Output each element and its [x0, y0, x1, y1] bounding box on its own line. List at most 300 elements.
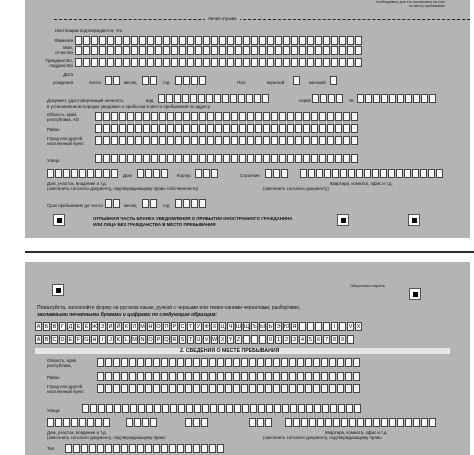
cell-box[interactable] — [327, 136, 334, 145]
cell-box[interactable] — [201, 372, 208, 381]
cell-box[interactable] — [142, 418, 149, 427]
cell-box[interactable] — [331, 36, 338, 45]
cell-box[interactable] — [356, 169, 363, 178]
cell-box[interactable] — [103, 418, 110, 427]
cell-box[interactable] — [353, 372, 360, 381]
cell-box[interactable] — [155, 58, 162, 67]
cell-box[interactable] — [215, 112, 222, 121]
cell-box[interactable] — [235, 36, 242, 45]
surname-cells[interactable] — [75, 36, 362, 45]
cell-box[interactable] — [121, 384, 128, 393]
cell-box[interactable] — [198, 94, 205, 103]
cell-box[interactable] — [273, 384, 280, 393]
cell-box[interactable] — [231, 124, 238, 133]
cell-box[interactable] — [223, 124, 230, 133]
cell-box[interactable] — [351, 112, 358, 121]
cell-box[interactable] — [251, 58, 258, 67]
cell-box[interactable] — [105, 358, 112, 367]
phone-cells[interactable] — [65, 444, 224, 453]
cell-box[interactable] — [201, 358, 208, 367]
cell-box[interactable] — [161, 384, 168, 393]
cell-box[interactable] — [429, 94, 436, 103]
cell-box[interactable] — [341, 418, 348, 427]
cell-box[interactable] — [348, 169, 355, 178]
cell-box[interactable] — [139, 36, 146, 45]
cell-box[interactable] — [365, 94, 372, 103]
korpus-cells[interactable] — [195, 169, 218, 178]
cell-box[interactable] — [305, 372, 312, 381]
cell-box[interactable] — [47, 169, 54, 178]
cell-box[interactable] — [218, 404, 225, 413]
cell-box[interactable] — [355, 36, 362, 45]
cell-box[interactable] — [191, 154, 198, 163]
cell-box[interactable] — [311, 154, 318, 163]
district-cells[interactable] — [97, 372, 360, 381]
cell-box[interactable] — [340, 169, 347, 178]
cell-box[interactable] — [329, 358, 336, 367]
cell-box[interactable] — [143, 154, 150, 163]
cell-box[interactable] — [150, 76, 157, 85]
cell-box[interactable] — [63, 418, 70, 427]
cell-box[interactable] — [202, 404, 209, 413]
cell-box[interactable] — [227, 58, 234, 67]
cell-box[interactable] — [87, 418, 94, 427]
cell-box[interactable] — [159, 136, 166, 145]
cell-box[interactable] — [115, 46, 122, 55]
cell-box[interactable] — [209, 444, 216, 453]
cell-box[interactable] — [166, 94, 173, 103]
cell-box[interactable] — [161, 169, 168, 178]
cell-box[interactable] — [90, 404, 97, 413]
cell-box[interactable] — [159, 154, 166, 163]
cell-box[interactable] — [103, 124, 110, 133]
cell-box[interactable] — [107, 36, 114, 45]
cell-box[interactable] — [99, 58, 106, 67]
cell-box[interactable] — [263, 154, 270, 163]
cell-box[interactable] — [79, 169, 86, 178]
cell-box[interactable] — [287, 124, 294, 133]
district-cells[interactable] — [95, 124, 358, 133]
cell-box[interactable] — [203, 169, 210, 178]
house-number-cells[interactable] — [137, 169, 168, 178]
cell-box[interactable] — [153, 169, 160, 178]
cell-box[interactable] — [127, 112, 134, 121]
cell-box[interactable] — [183, 76, 190, 85]
cell-box[interactable] — [169, 358, 176, 367]
cell-box[interactable] — [99, 36, 106, 45]
cell-box[interactable] — [131, 46, 138, 55]
cell-box[interactable] — [113, 358, 120, 367]
cell-box[interactable] — [138, 404, 145, 413]
cell-box[interactable] — [319, 112, 326, 121]
cell-box[interactable] — [259, 46, 266, 55]
cell-box[interactable] — [129, 372, 136, 381]
cell-box[interactable] — [95, 418, 102, 427]
dob-day-cells[interactable] — [105, 76, 120, 85]
cell-box[interactable] — [147, 58, 154, 67]
cell-box[interactable] — [183, 199, 190, 208]
cell-box[interactable] — [146, 404, 153, 413]
cell-box[interactable] — [161, 444, 168, 453]
cell-box[interactable] — [243, 46, 250, 55]
stroenie-cells[interactable] — [249, 418, 272, 427]
cell-box[interactable] — [320, 94, 327, 103]
cell-box[interactable] — [404, 169, 411, 178]
cell-box[interactable] — [303, 136, 310, 145]
cell-box[interactable] — [330, 76, 337, 85]
id-series-cells[interactable] — [312, 94, 343, 103]
cell-box[interactable] — [139, 46, 146, 55]
cell-box[interactable] — [174, 94, 181, 103]
cell-box[interactable] — [313, 384, 320, 393]
cell-box[interactable] — [267, 58, 274, 67]
cell-box[interactable] — [421, 418, 428, 427]
street-cells[interactable] — [82, 404, 361, 413]
cell-box[interactable] — [332, 169, 339, 178]
cell-box[interactable] — [145, 384, 152, 393]
cell-box[interactable] — [130, 404, 137, 413]
stay-day-cells[interactable] — [105, 199, 120, 208]
cell-box[interactable] — [134, 418, 141, 427]
cell-box[interactable] — [273, 372, 280, 381]
cell-box[interactable] — [389, 94, 396, 103]
cell-box[interactable] — [295, 112, 302, 121]
cell-box[interactable] — [247, 112, 254, 121]
cell-box[interactable] — [191, 76, 198, 85]
cell-box[interactable] — [143, 136, 150, 145]
cell-box[interactable] — [242, 404, 249, 413]
cell-box[interactable] — [313, 358, 320, 367]
cell-box[interactable] — [364, 169, 371, 178]
cell-box[interactable] — [258, 404, 265, 413]
cell-box[interactable] — [271, 136, 278, 145]
cell-box[interactable] — [355, 46, 362, 55]
cell-box[interactable] — [307, 36, 314, 45]
cell-box[interactable] — [129, 444, 136, 453]
cell-box[interactable] — [308, 169, 315, 178]
cell-box[interactable] — [298, 404, 305, 413]
cell-box[interactable] — [254, 94, 261, 103]
cell-box[interactable] — [355, 58, 362, 67]
cell-box[interactable] — [322, 404, 329, 413]
cell-box[interactable] — [429, 418, 436, 427]
cell-box[interactable] — [199, 136, 206, 145]
cell-box[interactable] — [321, 358, 328, 367]
cell-box[interactable] — [103, 112, 110, 121]
cell-box[interactable] — [289, 384, 296, 393]
cell-box[interactable] — [177, 444, 184, 453]
cell-box[interactable] — [147, 36, 154, 45]
cell-box[interactable] — [177, 384, 184, 393]
cell-box[interactable] — [223, 112, 230, 121]
cell-box[interactable] — [265, 372, 272, 381]
cell-box[interactable] — [273, 169, 280, 178]
cell-box[interactable] — [373, 94, 380, 103]
cell-box[interactable] — [183, 154, 190, 163]
cell-box[interactable] — [281, 372, 288, 381]
cell-box[interactable] — [291, 36, 298, 45]
cell-box[interactable] — [321, 384, 328, 393]
cell-box[interactable] — [179, 36, 186, 45]
cell-box[interactable] — [283, 46, 290, 55]
cell-box[interactable] — [262, 94, 269, 103]
cell-box[interactable] — [71, 418, 78, 427]
cell-box[interactable] — [119, 136, 126, 145]
cell-box[interactable] — [151, 136, 158, 145]
cell-box[interactable] — [195, 58, 202, 67]
cell-box[interactable] — [282, 404, 289, 413]
cell-box[interactable] — [238, 94, 245, 103]
cell-box[interactable] — [311, 112, 318, 121]
cell-box[interactable] — [129, 384, 136, 393]
cell-box[interactable] — [239, 136, 246, 145]
cell-box[interactable] — [143, 124, 150, 133]
stay-year-cells[interactable] — [175, 199, 206, 208]
cell-box[interactable] — [305, 358, 312, 367]
cell-box[interactable] — [281, 358, 288, 367]
cell-box[interactable] — [131, 58, 138, 67]
cell-box[interactable] — [182, 94, 189, 103]
cell-box[interactable] — [199, 124, 206, 133]
cell-box[interactable] — [231, 136, 238, 145]
cell-box[interactable] — [147, 46, 154, 55]
cell-box[interactable] — [259, 36, 266, 45]
cell-box[interactable] — [150, 199, 157, 208]
citizenship-cells[interactable] — [75, 58, 362, 67]
cell-box[interactable] — [119, 112, 126, 121]
cell-box[interactable] — [275, 36, 282, 45]
cell-box[interactable] — [314, 404, 321, 413]
cell-box[interactable] — [299, 46, 306, 55]
name-cells[interactable] — [75, 46, 362, 55]
cell-box[interactable] — [291, 46, 298, 55]
cell-box[interactable] — [239, 154, 246, 163]
cell-box[interactable] — [190, 94, 197, 103]
cell-box[interactable] — [75, 36, 82, 45]
cell-box[interactable] — [153, 372, 160, 381]
cell-box[interactable] — [113, 384, 120, 393]
cell-box[interactable] — [330, 404, 337, 413]
cell-box[interactable] — [353, 384, 360, 393]
cell-box[interactable] — [169, 372, 176, 381]
cell-box[interactable] — [99, 46, 106, 55]
cell-box[interactable] — [151, 154, 158, 163]
cell-box[interactable] — [121, 444, 128, 453]
cell-box[interactable] — [83, 58, 90, 67]
cell-box[interactable] — [222, 94, 229, 103]
cell-box[interactable] — [233, 372, 240, 381]
cell-box[interactable] — [215, 154, 222, 163]
cell-box[interactable] — [98, 404, 105, 413]
cell-box[interactable] — [336, 94, 343, 103]
cell-box[interactable] — [55, 418, 62, 427]
cell-box[interactable] — [123, 58, 130, 67]
cell-box[interactable] — [87, 169, 94, 178]
cell-box[interactable] — [123, 46, 130, 55]
cell-box[interactable] — [219, 46, 226, 55]
cell-box[interactable] — [135, 112, 142, 121]
cell-box[interactable] — [97, 372, 104, 381]
cell-box[interactable] — [159, 112, 166, 121]
cell-box[interactable] — [171, 58, 178, 67]
cell-box[interactable] — [266, 404, 273, 413]
cell-box[interactable] — [135, 136, 142, 145]
cell-box[interactable] — [271, 154, 278, 163]
cell-box[interactable] — [279, 154, 286, 163]
cell-box[interactable] — [75, 58, 82, 67]
cell-box[interactable] — [227, 46, 234, 55]
cell-box[interactable] — [225, 358, 232, 367]
cell-box[interactable] — [169, 444, 176, 453]
cell-box[interactable] — [287, 154, 294, 163]
cell-box[interactable] — [153, 384, 160, 393]
cell-box[interactable] — [279, 124, 286, 133]
region-cells[interactable] — [97, 358, 360, 367]
cell-box[interactable] — [271, 112, 278, 121]
cell-box[interactable] — [405, 418, 412, 427]
cell-box[interactable] — [295, 154, 302, 163]
cell-box[interactable] — [317, 418, 324, 427]
cell-box[interactable] — [283, 36, 290, 45]
region-cells[interactable] — [95, 112, 358, 121]
cell-box[interactable] — [203, 58, 210, 67]
cell-box[interactable] — [275, 58, 282, 67]
cell-box[interactable] — [365, 418, 372, 427]
cell-box[interactable] — [199, 76, 206, 85]
cell-box[interactable] — [241, 358, 248, 367]
cell-box[interactable] — [195, 46, 202, 55]
cell-box[interactable] — [179, 46, 186, 55]
cell-box[interactable] — [162, 404, 169, 413]
cell-box[interactable] — [111, 154, 118, 163]
cell-box[interactable] — [397, 94, 404, 103]
cell-box[interactable] — [217, 358, 224, 367]
cell-box[interactable] — [199, 154, 206, 163]
cell-box[interactable] — [127, 136, 134, 145]
cell-box[interactable] — [111, 112, 118, 121]
cell-box[interactable] — [95, 124, 102, 133]
cell-box[interactable] — [106, 404, 113, 413]
cell-box[interactable] — [373, 418, 380, 427]
cell-box[interactable] — [223, 154, 230, 163]
cell-box[interactable] — [217, 372, 224, 381]
cell-box[interactable] — [321, 372, 328, 381]
cell-box[interactable] — [154, 404, 161, 413]
cell-box[interactable] — [380, 169, 387, 178]
cell-box[interactable] — [105, 444, 112, 453]
cell-box[interactable] — [281, 169, 288, 178]
cell-box[interactable] — [347, 46, 354, 55]
cell-box[interactable] — [71, 169, 78, 178]
cell-box[interactable] — [171, 46, 178, 55]
cell-box[interactable] — [55, 169, 62, 178]
cell-box[interactable] — [167, 136, 174, 145]
cell-box[interactable] — [214, 94, 221, 103]
cell-box[interactable] — [183, 136, 190, 145]
cell-box[interactable] — [299, 58, 306, 67]
cell-box[interactable] — [357, 94, 364, 103]
cell-box[interactable] — [315, 58, 322, 67]
cell-box[interactable] — [275, 46, 282, 55]
cell-box[interactable] — [155, 36, 162, 45]
cell-box[interactable] — [155, 46, 162, 55]
cell-box[interactable] — [335, 124, 342, 133]
cell-box[interactable] — [191, 199, 198, 208]
cell-box[interactable] — [122, 404, 129, 413]
cell-box[interactable] — [193, 372, 200, 381]
cell-box[interactable] — [126, 418, 133, 427]
cell-box[interactable] — [257, 418, 264, 427]
cell-box[interactable] — [107, 58, 114, 67]
cell-box[interactable] — [171, 36, 178, 45]
cell-box[interactable] — [247, 154, 254, 163]
cell-box[interactable] — [247, 124, 254, 133]
cell-box[interactable] — [207, 124, 214, 133]
cell-box[interactable] — [293, 418, 300, 427]
cell-box[interactable] — [255, 112, 262, 121]
cell-box[interactable] — [137, 358, 144, 367]
cell-box[interactable] — [234, 404, 241, 413]
cell-box[interactable] — [185, 418, 192, 427]
cell-box[interactable] — [150, 418, 157, 427]
cell-box[interactable] — [183, 124, 190, 133]
cell-box[interactable] — [301, 418, 308, 427]
cell-box[interactable] — [347, 36, 354, 45]
cell-box[interactable] — [325, 418, 332, 427]
cell-box[interactable] — [335, 136, 342, 145]
cell-box[interactable] — [333, 418, 340, 427]
cell-box[interactable] — [305, 384, 312, 393]
cell-box[interactable] — [207, 112, 214, 121]
cell-box[interactable] — [235, 58, 242, 67]
cell-box[interactable] — [353, 358, 360, 367]
cell-box[interactable] — [129, 358, 136, 367]
cell-box[interactable] — [111, 124, 118, 133]
cell-box[interactable] — [203, 36, 210, 45]
cell-box[interactable] — [300, 169, 307, 178]
cell-box[interactable] — [127, 124, 134, 133]
cell-box[interactable] — [159, 124, 166, 133]
cell-box[interactable] — [315, 46, 322, 55]
cell-box[interactable] — [103, 136, 110, 145]
sex-female-checkbox[interactable] — [330, 76, 337, 85]
sex-male-checkbox[interactable] — [293, 76, 300, 85]
cell-box[interactable] — [381, 94, 388, 103]
cell-box[interactable] — [195, 36, 202, 45]
cell-box[interactable] — [91, 46, 98, 55]
cell-box[interactable] — [299, 36, 306, 45]
cell-box[interactable] — [105, 384, 112, 393]
cell-box[interactable] — [153, 444, 160, 453]
cell-box[interactable] — [163, 36, 170, 45]
apt-cells[interactable] — [285, 418, 436, 427]
cell-box[interactable] — [413, 94, 420, 103]
cell-box[interactable] — [143, 112, 150, 121]
cell-box[interactable] — [73, 444, 80, 453]
cell-box[interactable] — [219, 36, 226, 45]
cell-box[interactable] — [311, 124, 318, 133]
cell-box[interactable] — [405, 94, 412, 103]
cell-box[interactable] — [285, 418, 292, 427]
cell-box[interactable] — [195, 169, 202, 178]
cell-box[interactable] — [263, 136, 270, 145]
cell-box[interactable] — [345, 384, 352, 393]
cell-box[interactable] — [338, 404, 345, 413]
cell-box[interactable] — [211, 169, 218, 178]
cell-box[interactable] — [185, 372, 192, 381]
cell-box[interactable] — [178, 404, 185, 413]
cell-box[interactable] — [319, 136, 326, 145]
